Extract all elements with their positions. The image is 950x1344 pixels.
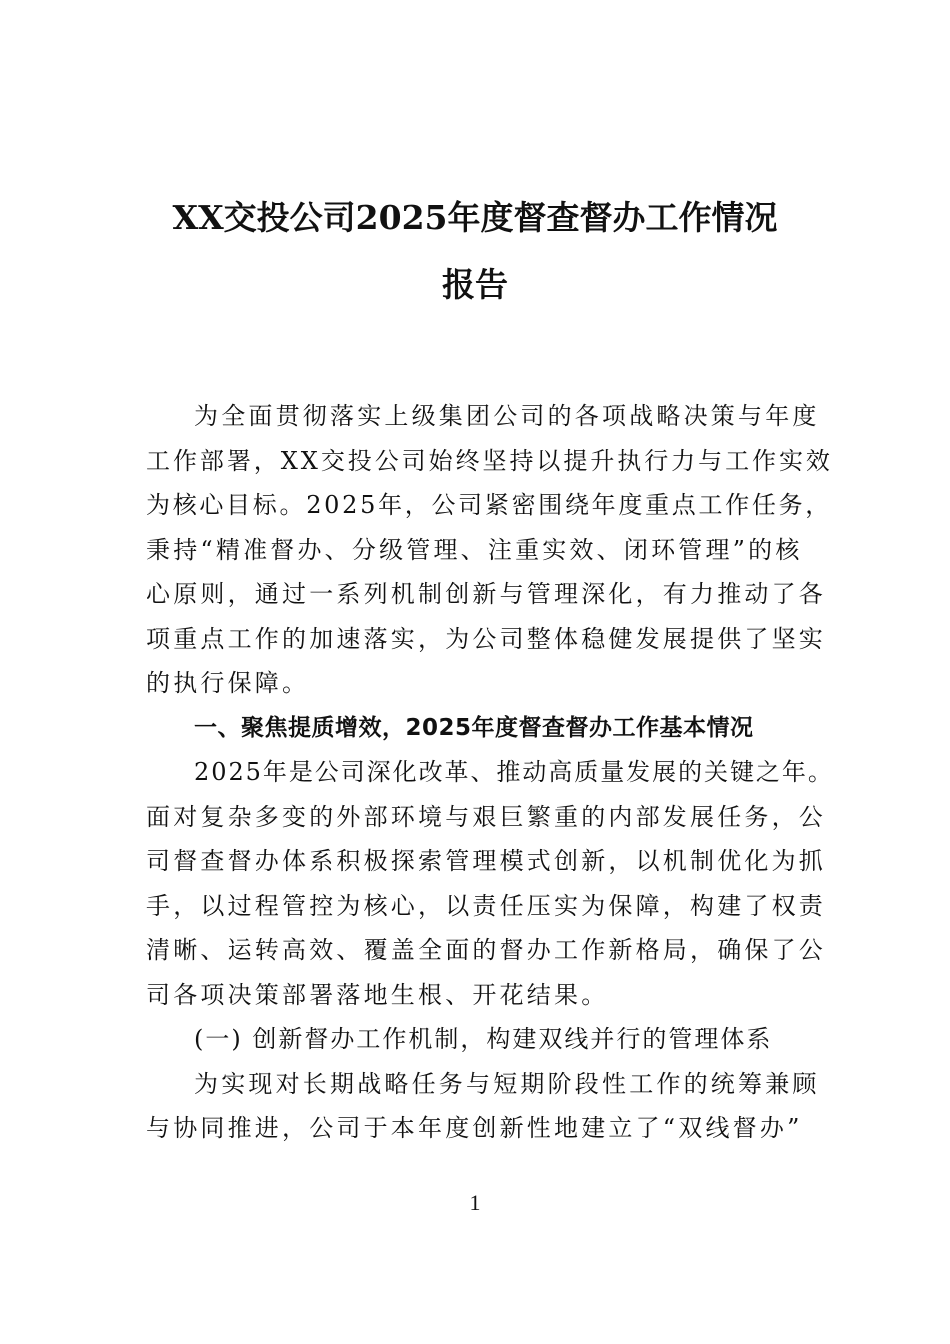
- section-paragraph-line: 司各项决策部署落地生根、开花结果。: [146, 981, 609, 1009]
- intro-paragraph-line: 心原则，通过一系列机制创新与管理深化，有力推动了各: [146, 580, 826, 608]
- section-paragraph-line: 面对复杂多变的外部环境与艰巨繁重的内部发展任务，公: [146, 803, 826, 831]
- subsection-heading: (一) 创新督办工作机制，构建双线并行的管理体系: [194, 1025, 773, 1053]
- section-paragraph-line: 司督查督办体系积极探索管理模式创新，以机制优化为抓: [146, 847, 826, 875]
- section-paragraph-line: 手，以过程管控为核心，以责任压实为保障，构建了权责: [146, 892, 826, 920]
- intro-paragraph-line: 项重点工作的加速落实，为公司整体稳健发展提供了坚实: [146, 625, 826, 653]
- intro-paragraph-line: 的执行保障。: [146, 669, 310, 697]
- intro-paragraph-line: 工作部署，XX交投公司始终坚持以提升执行力与工作实效: [146, 447, 833, 475]
- intro-paragraph-line: 秉持“精准督办、分级管理、注重实效、闭环管理”的核: [146, 536, 803, 564]
- section-paragraph-line: 2025年是公司深化改革、推动高质量发展的关键之年。: [194, 758, 834, 786]
- subsection-paragraph-line: 为实现对长期战略任务与短期阶段性工作的统筹兼顾: [194, 1070, 820, 1098]
- section-paragraph-line: 清晰、运转高效、覆盖全面的督办工作新格局，确保了公: [146, 936, 826, 964]
- page-number: 1: [469, 1190, 481, 1215]
- intro-paragraph-line: 为全面贯彻落实上级集团公司的各项战略决策与年度: [194, 402, 820, 430]
- intro-paragraph-line: 为核心目标。2025年，公司紧密围绕年度重点工作任务，: [146, 491, 832, 519]
- document-title-line-1: XX交投公司2025年度督查督办工作情况: [172, 198, 778, 237]
- section-heading: 一、聚焦提质增效，2025年度督查督办工作基本情况: [194, 715, 754, 741]
- subsection-paragraph-line: 与协同推进，公司于本年度创新性地建立了“双线督办”: [146, 1114, 803, 1142]
- document-title-line-2: 报告: [442, 265, 508, 304]
